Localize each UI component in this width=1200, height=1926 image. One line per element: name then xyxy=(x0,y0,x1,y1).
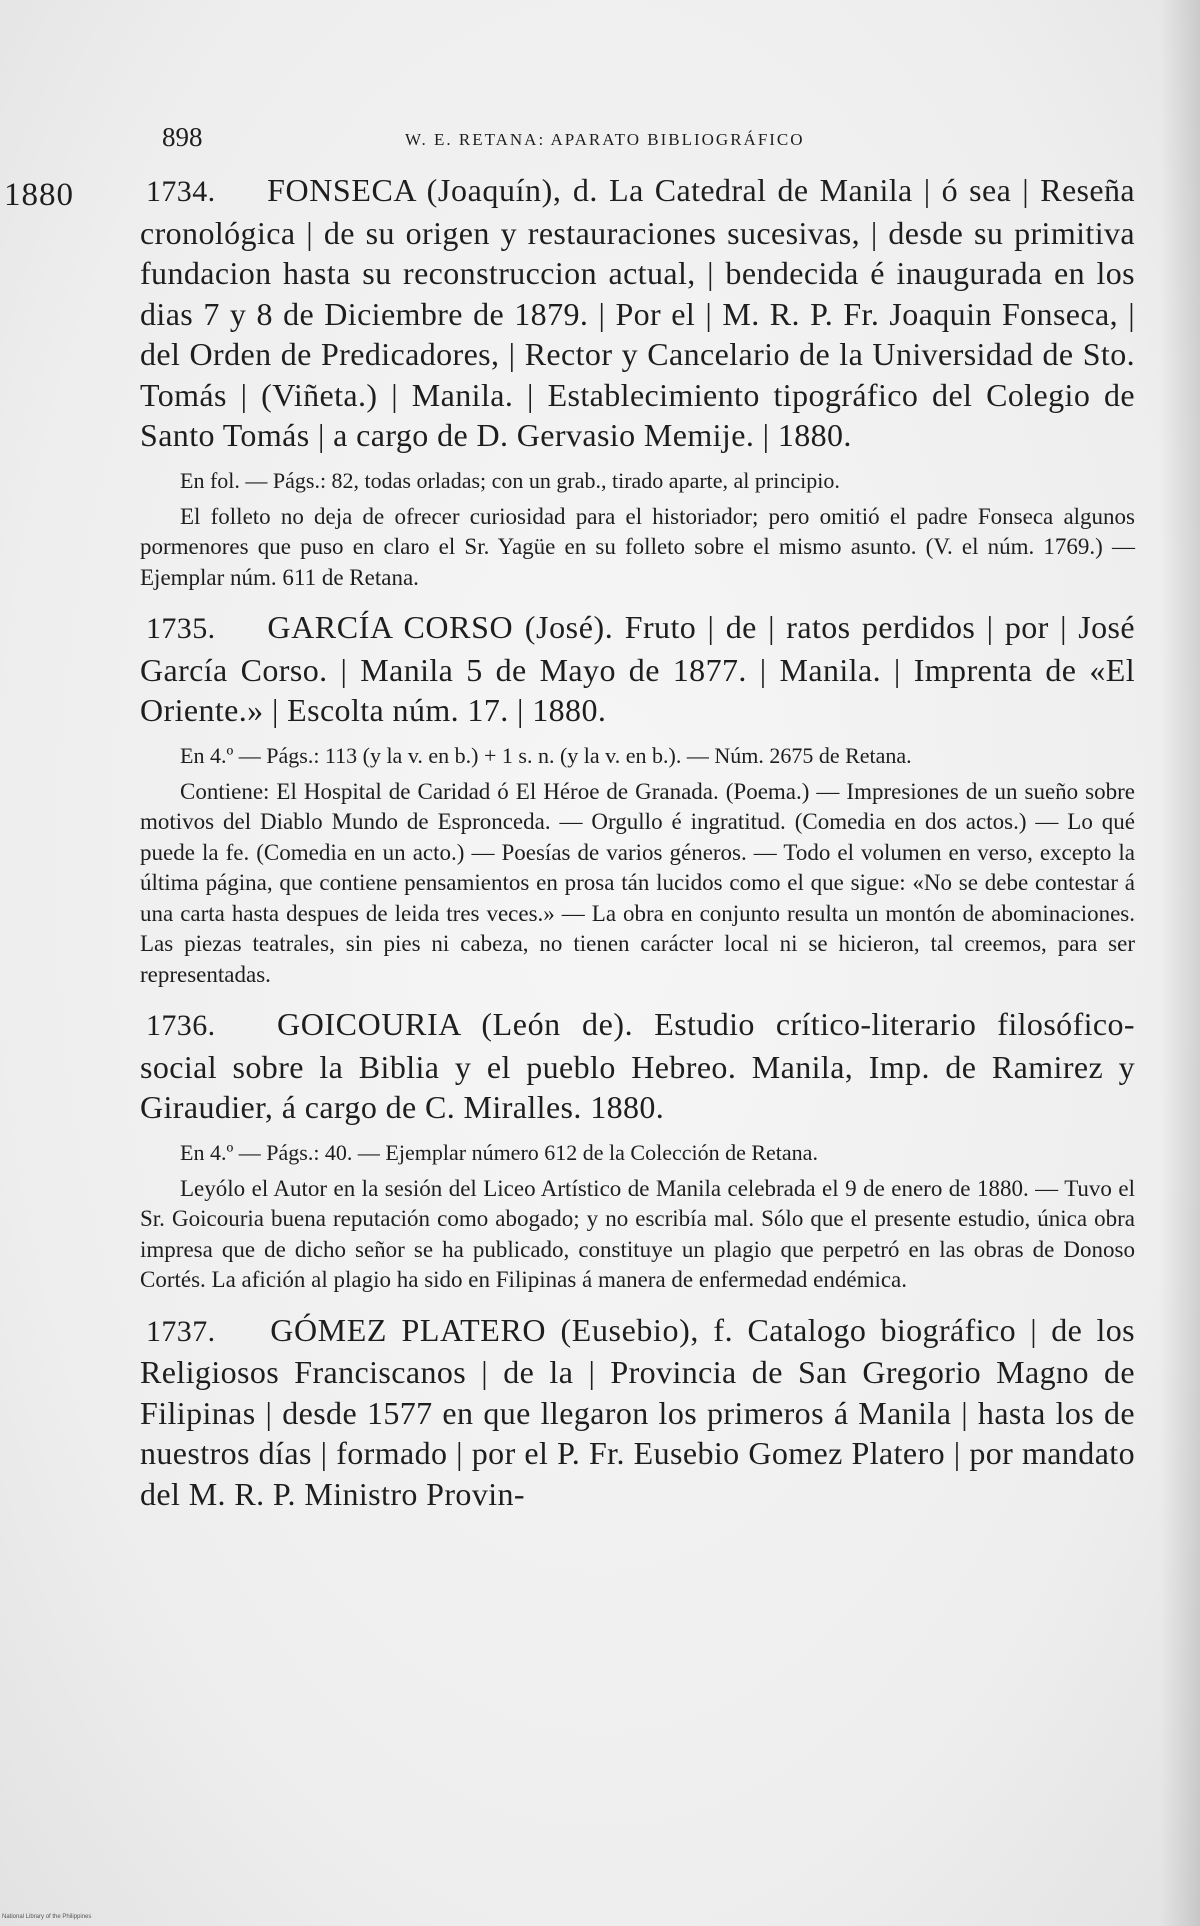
entry-heading xyxy=(140,1004,1135,1128)
entry-number: 1736. xyxy=(146,1009,216,1042)
text-column xyxy=(140,170,1135,1528)
entry-title: La Catedral de Manila | ó sea | Reseña cronológica | de su origen y restauraciones sucesivas, | desde su primitiva fundacion hasta su reconstruccion actual, | bendecida é inaugurada en los dias 7 y 8 de Diciembre de 1879. | Por el | M. R. P. Fr. Joaquin Fonseca, | del Orden de Predicadores, | Rector y Cancelario de la Universidad de Sto. Tomás | (Viñeta.) | Manila. | Establecimiento tipográfico del Colegio de Santo Tomás | a cargo de D. Gervasio Memije. | 1880. xyxy=(140,172,1136,453)
entry-author: GOICOURIA (León de). xyxy=(277,1006,634,1042)
entry-heading xyxy=(140,607,1135,731)
entry-title: Estudio crítico-literario filosófico-social sobre la Biblia y el pueblo Hebreo. Manila, Imp. de Ramirez y Giraudier, á cargo de C. Miralles. 1880. xyxy=(140,1006,1135,1125)
entry-title: Catalogo biográfico | de los Religiosos Franciscanos | de la | Provincia de San Gregorio Magno de Filipinas | desde 1577 en que llegaron los primeros á Manila | hasta los de nuestros días | formado | por el P. Fr. Eusebio Gomez Platero | por mandato del M. R. P. Ministro Provin- xyxy=(140,1311,1136,1512)
page-number: 898 xyxy=(162,122,203,152)
entry-title: Fruto | de | ratos perdidos | por | José García Corso. | Manila 5 de Mayo de 1877. | Manila. | Imprenta de «El Oriente.» | Escolta núm. 17. | 1880. xyxy=(140,609,1136,728)
entry-1736 xyxy=(140,1004,1135,1296)
entry-number: 1735. xyxy=(146,612,216,645)
scan-footer: National Library of the Philippines xyxy=(2,1914,92,1920)
entry-collation: En 4.º — Págs.: 113 (y la v. en b.) + 1 s. n. (y la v. en b.). — Núm. 2675 de Retana. xyxy=(180,742,912,768)
entry-author: GARCÍA CORSO (José). xyxy=(267,609,614,645)
entry-heading xyxy=(140,1310,1135,1515)
running-title: W. E. RETANA: APARATO BIBLIOGRÁFICO xyxy=(405,130,805,149)
entry-1735 xyxy=(140,607,1135,990)
entry-author: FONSECA (Joaquín), d. xyxy=(267,172,599,208)
entry-note: Leyólo el Autor en la sesión del Liceo Artístico de Manila celebrada el 9 de enero de 1880. — Tuvo el Sr. Goicouria buena reputación como abogado; y no escribía mal. Sólo que el presente estudio, única obra impresa que de dicho señor se ha publicado, constituye un plagio que perpetró en las obras de Donoso Cortés. La afición al plagio ha sido en Filipinas á manera de enfermedad endémica. xyxy=(140,1175,1135,1292)
entry-1734 xyxy=(140,170,1135,593)
entry-number: 1734. xyxy=(146,175,216,208)
entry-heading xyxy=(140,170,1135,456)
margin-year: 1880 xyxy=(4,177,74,213)
entry-note: El folleto no deja de ofrecer curiosidad para el historiador; pero omitió el padre Fonseca algunos pormenores que puso en claro el Sr. Yagüe en su folleto sobre el mismo asunto. (V. el núm. 1769.) — Ejemplar núm. 611 de Retana. xyxy=(140,503,1135,590)
entry-collation: En fol. — Págs.: 82, todas orladas; con un grab., tirado aparte, al principio. xyxy=(180,467,840,493)
entry-author: GÓMEZ PLATERO (Eusebio), f. xyxy=(270,1311,734,1348)
running-head xyxy=(160,118,1140,158)
entry-number: 1737. xyxy=(146,1314,216,1348)
page-fold-shadow xyxy=(1160,0,1200,1926)
entry-collation: En 4.º — Págs.: 40. — Ejemplar número 612 de la Colección de Retana. xyxy=(180,1139,818,1165)
entry-1737 xyxy=(140,1310,1135,1515)
entry-note: Contiene: El Hospital de Caridad ó El Héroe de Granada. (Poema.) — Impresiones de un sueño sobre motivos del Diablo Mundo de Espronceda. — Orgullo é ingratitud. (Comedia en dos actos.) — Lo qué puede la fe. (Comedia en un acto.) — Poesías de varios géneros. — Todo el volumen en verso, excepto la última página, que contiene pensamientos en prosa tán lucidos como el que sigue: «No se debe contestar á una carta hasta despues de leida tres veces.» — La obra en conjunto resulta un montón de abominaciones. Las piezas teatrales, sin pies ni cabeza, no tienen carácter local ni se hicieron, tal creemos, para ser representadas. xyxy=(140,778,1135,987)
